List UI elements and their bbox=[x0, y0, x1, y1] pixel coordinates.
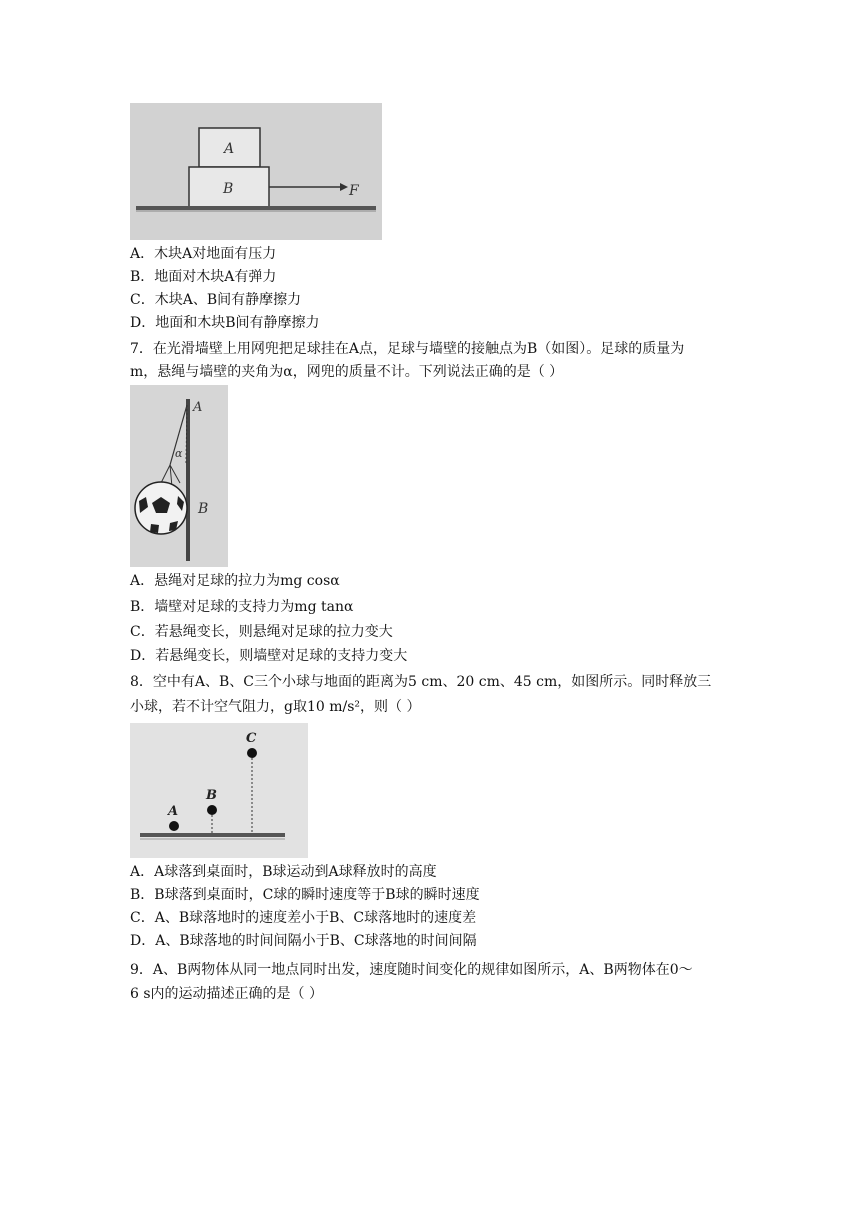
three-balls-figure bbox=[130, 723, 308, 858]
q7-option-d: D．若悬绳变长，则墙壁对足球的支持力变大 bbox=[130, 648, 408, 664]
q8-stem-line2: 小球，若不计空气阻力，g取10 m/s²，则（ ） bbox=[130, 699, 421, 715]
q6-option-b: B．地面对木块A有弹力 bbox=[130, 269, 277, 285]
q7-option-a: A．悬绳对足球的拉力为mg cosα bbox=[130, 573, 340, 589]
blocks-figure bbox=[130, 103, 382, 240]
q7-stem-line2: m，悬绳与墙壁的夹角为α，网兜的质量不计。下列说法正确的是（ ） bbox=[130, 364, 564, 380]
block-a-label: A bbox=[224, 141, 235, 157]
wall-point-a-label: A bbox=[193, 400, 203, 415]
block-b-label: B bbox=[223, 181, 234, 197]
q6-option-d: D．地面和木块B间有静摩擦力 bbox=[130, 315, 320, 331]
force-f-label: F bbox=[349, 183, 359, 199]
q8-option-d: D．A、B球落地的时间间隔小于B、C球落地的时间间隔 bbox=[130, 933, 477, 949]
ball-c-label: C bbox=[246, 731, 257, 746]
q7-option-b: B．墙壁对足球的支持力为mg tanα bbox=[130, 599, 354, 615]
q8-option-c: C．A、B球落地时的速度差小于B、C球落地时的速度差 bbox=[130, 910, 477, 926]
football-wall-figure bbox=[130, 385, 228, 567]
q9-stem-line1: 9．A、B两物体从同一地点同时出发，速度随时间变化的规律如图所示，A、B两物体在0～ bbox=[130, 962, 693, 978]
q6-option-a: A．木块A对地面有压力 bbox=[130, 246, 277, 262]
q8-option-a: A．A球落到桌面时，B球运动到A球释放时的高度 bbox=[130, 864, 437, 880]
angle-alpha-label: α bbox=[175, 447, 183, 460]
ball-a-label: A bbox=[168, 804, 179, 819]
q8-option-b: B．B球落到桌面时，C球的瞬时速度等于B球的瞬时速度 bbox=[130, 887, 480, 903]
q8-stem-line1: 8．空中有A、B、C三个小球与地面的距离为5 cm、20 cm、45 cm，如图所示。同时释放三 bbox=[130, 674, 712, 690]
contact-point-b-label: B bbox=[198, 501, 209, 517]
q9-stem-line2: 6 s内的运动描述正确的是（ ） bbox=[130, 986, 323, 1002]
q6-option-c: C．木块A、B间有静摩擦力 bbox=[130, 292, 302, 308]
q7-stem-line1: 7．在光滑墙壁上用网兜把足球挂在A点，足球与墙壁的接触点为B（如图）。足球的质量为 bbox=[130, 341, 685, 357]
ball-b-label: B bbox=[206, 788, 217, 803]
q7-option-c: C．若悬绳变长，则悬绳对足球的拉力变大 bbox=[130, 624, 393, 640]
